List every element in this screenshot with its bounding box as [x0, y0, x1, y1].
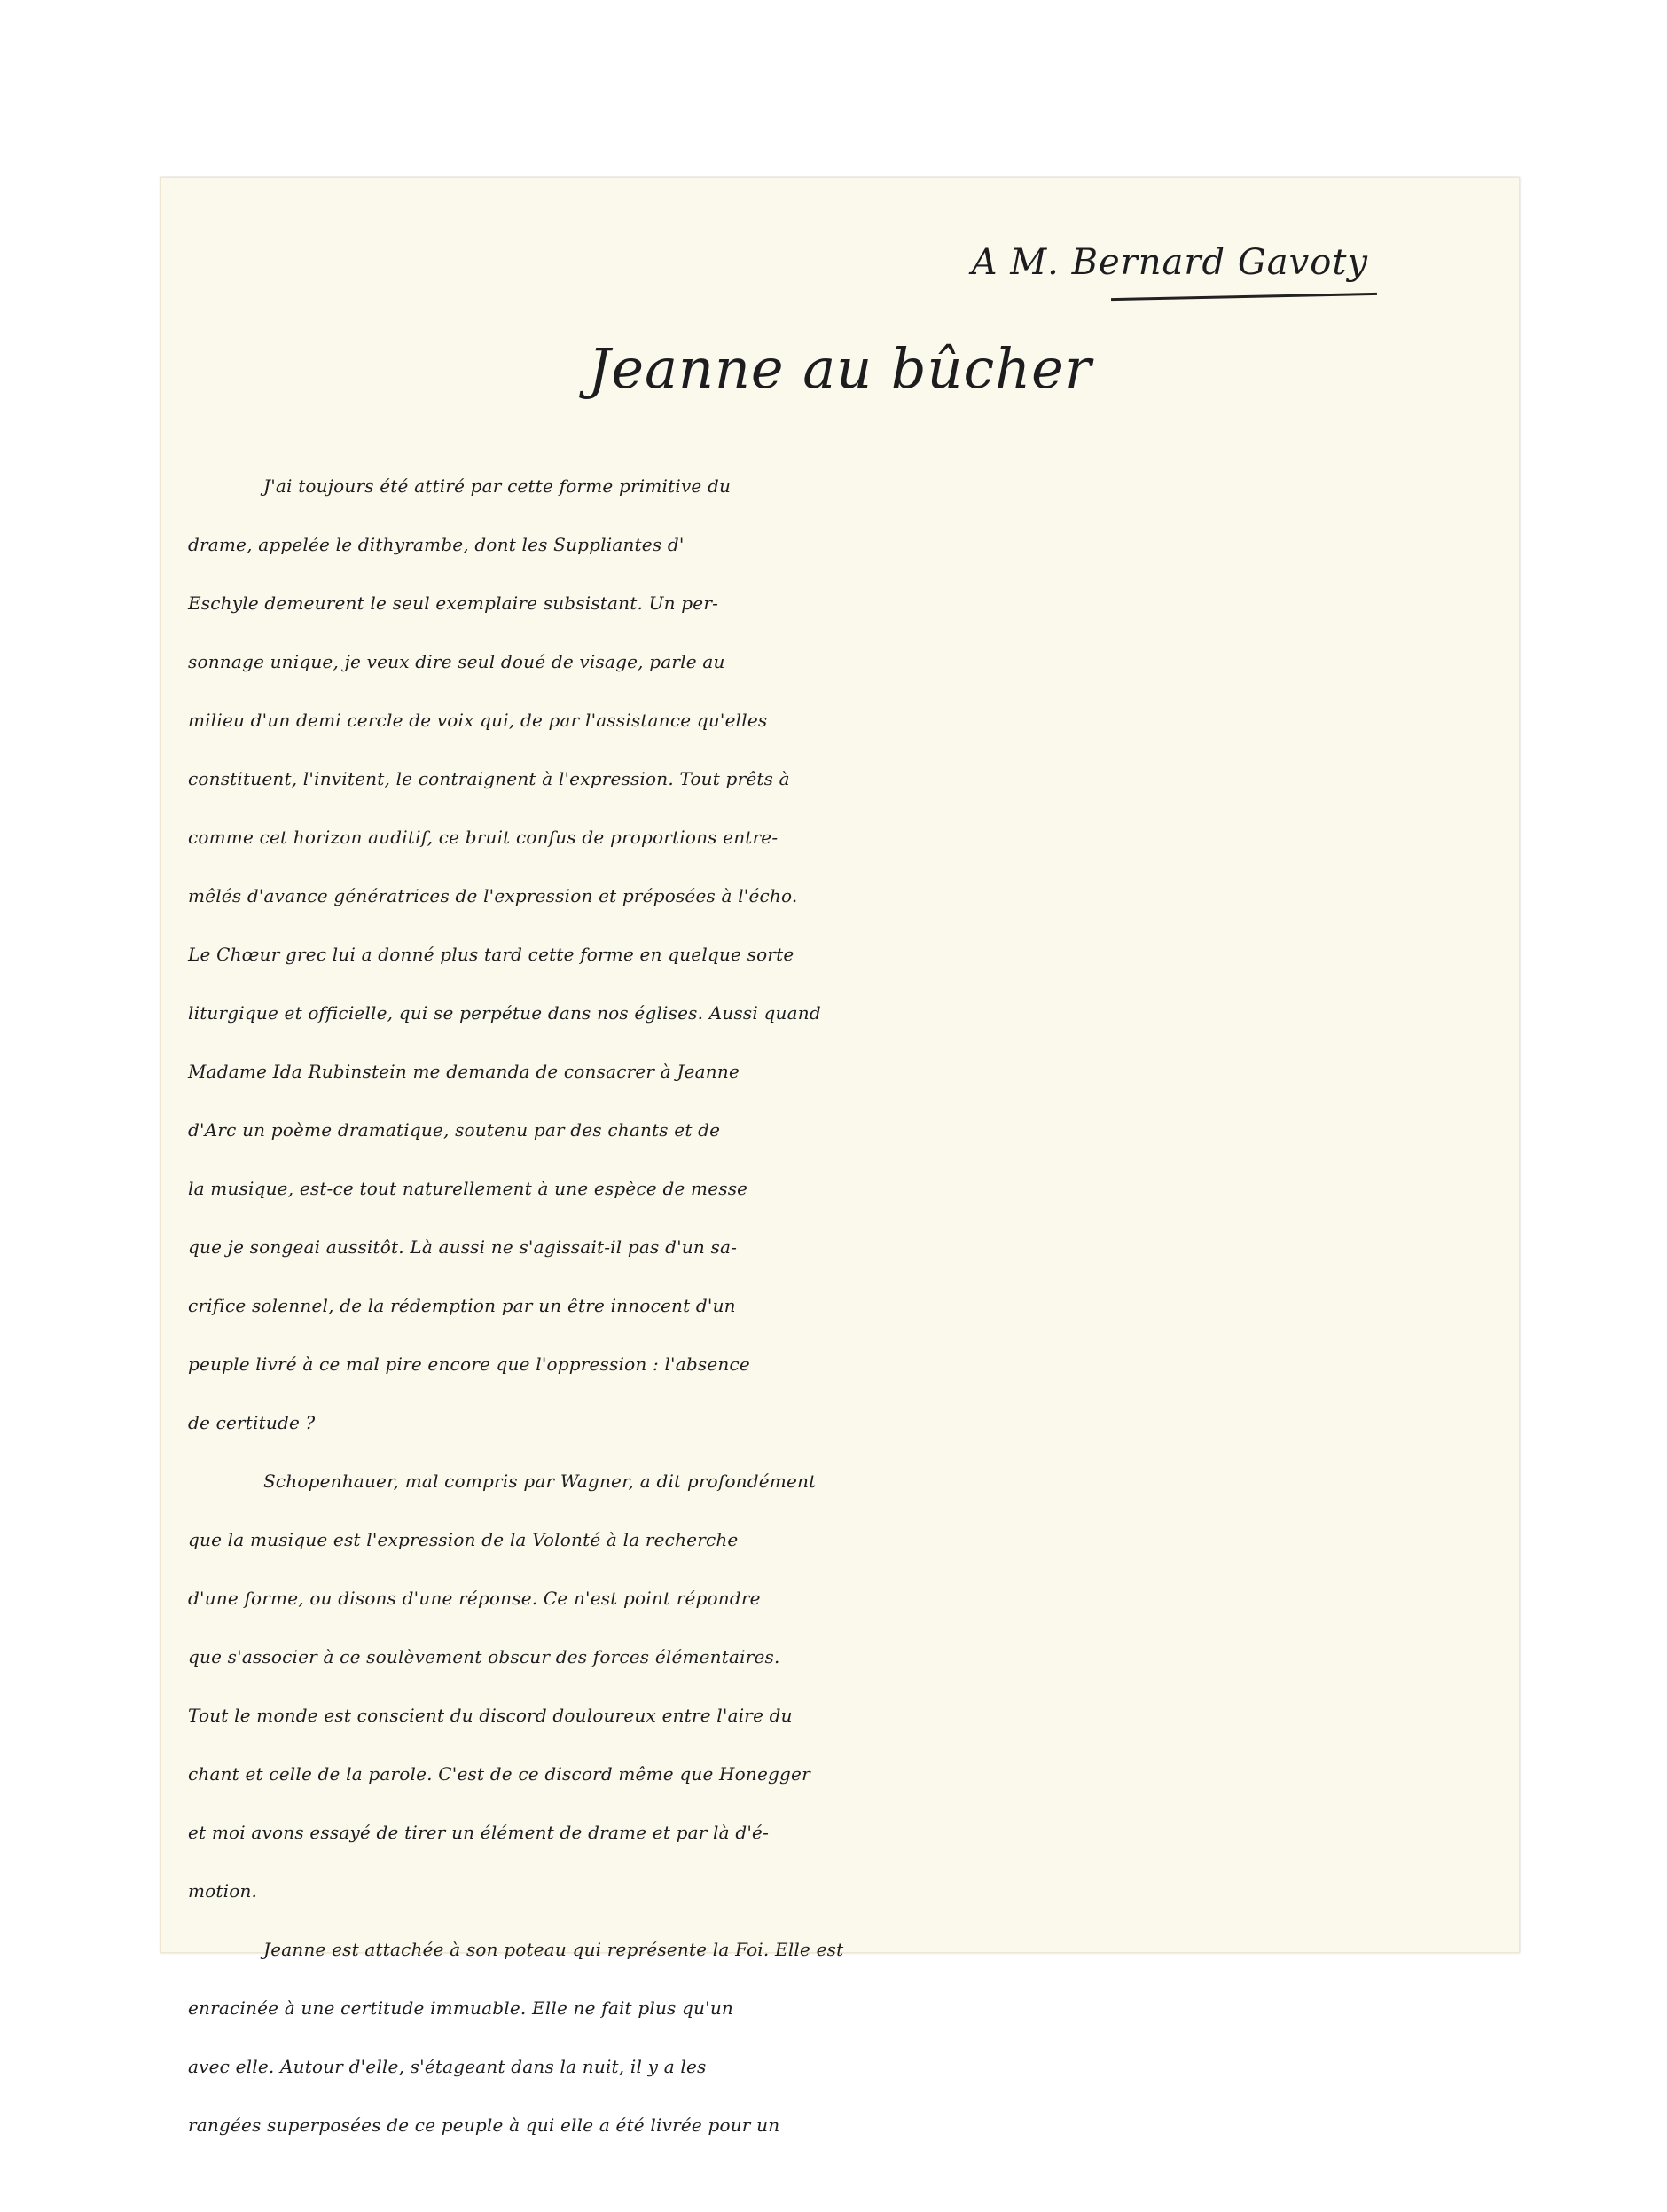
letter-line: comme cet horizon auditif, ce bruit confus de proportions entre- — [188, 827, 779, 848]
letter-line: Eschyle demeurent le seul exemplaire subsistant. Un per- — [188, 592, 719, 614]
letter-line: que la musique est l'expression de la Volonté à la recherche — [188, 1529, 739, 1550]
letter-line: rangées superposées de ce peuple à qui elle a été livrée pour un — [188, 2114, 780, 2136]
letter-line: enracinée à une certitude immuable. Elle ne fait plus qu'un — [188, 1997, 733, 2019]
letter-line: que je songeai aussitôt. Là aussi ne s'agissait-il pas d'un sa- — [188, 1236, 738, 1258]
letter-addressee: A M. Bernard Gavoty — [971, 242, 1368, 283]
letter-line: Tout le monde est conscient du discord douloureux entre l'aire du — [188, 1705, 793, 1726]
letter-line: Madame Ida Rubinstein me demanda de consacrer à Jeanne — [188, 1061, 740, 1082]
addressee-underline — [1111, 293, 1377, 301]
letter-line: liturgique et officielle, qui se perpétue dans nos églises. Aussi quand — [188, 1002, 821, 1024]
letter-line: de certitude ? — [188, 1412, 316, 1433]
letter-line: Jeanne est attachée à son poteau qui représente la Foi. Elle est — [263, 1939, 844, 1960]
letter-line: peuple livré à ce mal pire encore que l'oppression : l'absence — [188, 1353, 750, 1375]
letter-line: d'une forme, ou disons d'une réponse. Ce n'est point répondre — [188, 1588, 761, 1609]
letter-line: drame, appelée le dithyrambe, dont les Suppliantes d' — [188, 534, 685, 555]
letter-line: crifice solennel, de la rédemption par un être innocent d'un — [188, 1295, 736, 1316]
letter-line: d'Arc un poème dramatique, soutenu par des chants et de — [188, 1119, 721, 1141]
letter-line: Schopenhauer, mal compris par Wagner, a dit profondément — [263, 1471, 817, 1492]
letter-line: et moi avons essayé de tirer un élément de drame et par là d'é- — [188, 1822, 770, 1843]
letter-line: avec elle. Autour d'elle, s'étageant dans la nuit, il y a les — [188, 2056, 707, 2077]
letter-body — [188, 457, 1509, 2154]
letter-line: constituent, l'invitent, le contraignent à l'expression. Tout prêts à — [188, 768, 790, 789]
letter-page — [160, 177, 1520, 2136]
letter-line: motion. — [188, 1880, 258, 1902]
letter-line: milieu d'un demi cercle de voix qui, de par l'assistance qu'elles — [188, 710, 768, 731]
letter-line: mêlés d'avance génératrices de l'expression et préposées à l'écho. — [188, 885, 798, 906]
letter-title: Jeanne au bûcher — [588, 336, 1092, 401]
letter-line: sonnage unique, je veux dire seul doué de visage, parle au — [188, 651, 725, 672]
letter-line: Le Chœur grec lui a donné plus tard cette forme en quelque sorte — [188, 944, 794, 965]
letter-line: la musique, est-ce tout naturellement à une espèce de messe — [188, 1178, 748, 1199]
letter-line: chant et celle de la parole. C'est de ce discord même que Honegger — [188, 1763, 810, 1785]
letter-line: que s'associer à ce soulèvement obscur des forces élémentaires. — [188, 1646, 780, 1667]
letter-line: J'ai toujours été attiré par cette forme primitive du — [263, 475, 732, 497]
